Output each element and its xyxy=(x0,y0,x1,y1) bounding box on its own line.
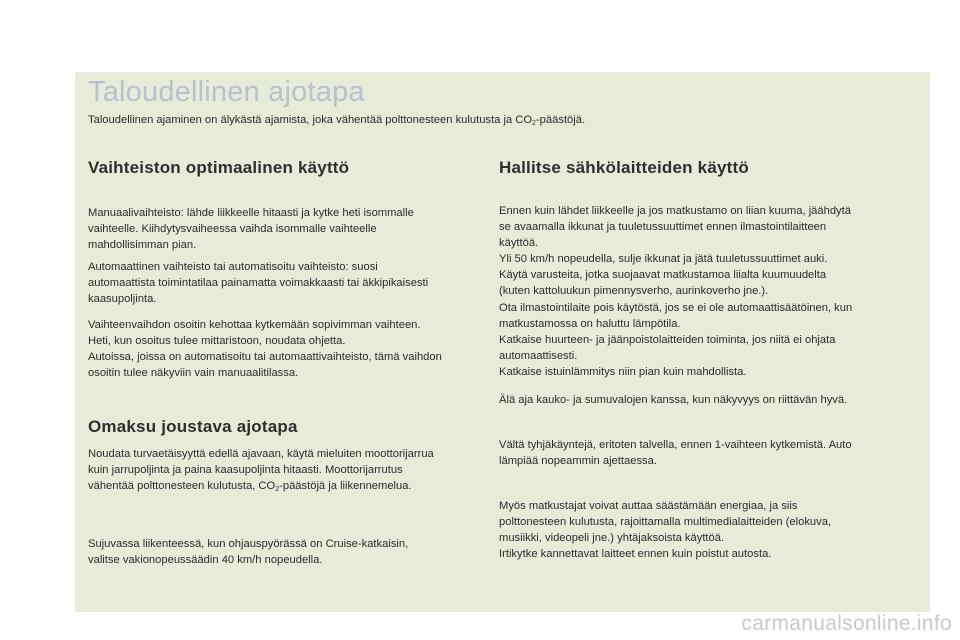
paragraph-automatic-gearbox xyxy=(88,259,428,307)
text-line: Automaattinen vaihteisto tai automatisoitu vaihteisto: suosi xyxy=(88,261,378,273)
text-line: käyttöä. xyxy=(499,237,539,250)
paragraph-manual-gearbox xyxy=(88,205,414,253)
text-line: osoitin tulee näkyviin vain manuaalitilassa. xyxy=(88,367,299,380)
text-line: Älä aja kauko- ja sumuvalojen kanssa, kun näkyvyys on riittävän hyvä. xyxy=(499,394,848,406)
subscript: 2 xyxy=(275,486,280,494)
text-line: Vältä tyhjäkäyntejä, eritoten talvella, ennen 1-vaihteen kytkemistä. Auto xyxy=(499,439,852,451)
heading-gearbox: Vaihteiston optimaalinen käyttö xyxy=(88,158,350,177)
paragraph-idling xyxy=(499,437,852,469)
text-line: lämpiää nopeammin ajettaessa. xyxy=(499,455,657,468)
heading-flexible-driving: Omaksu joustava ajotapa xyxy=(88,417,298,436)
text-line: Sujuvassa liikenteessä, kun ohjauspyörässä on Cruise-katkaisin, xyxy=(88,538,409,550)
text-line: Heti, kun osoitus tulee mittaristoon, noudata ohjetta. xyxy=(88,335,346,348)
text-line: Ota ilmastointilaite pois käytöstä, jos se ei ole automaattisäätöinen, kun xyxy=(499,301,853,314)
text-fragment: vähentää polttonesteen kulutusta, CO xyxy=(88,480,276,493)
subtitle-text-end: -päästöjä. xyxy=(535,114,586,126)
subtitle-text: Taloudellinen ajaminen on älykästä ajamista, joka vähentää polttonesteen kulutusta ja CO xyxy=(88,114,533,126)
text-line: Katkaise istuinlämmitys niin pian kuin mahdollista. xyxy=(499,365,747,378)
text-line: Ennen kuin lähdet liikkeelle ja jos matkustamo on liian kuuma, jäähdytä xyxy=(499,205,851,217)
text-line: Autoissa, joissa on automatisoitu tai automaattivaihteisto, tämä vaihdon xyxy=(88,351,442,364)
page-subtitle xyxy=(88,114,585,126)
subtitle-subscript: 2 xyxy=(532,120,536,127)
text-line: kaasupoljinta. xyxy=(88,293,157,306)
text-line: Käytä varusteita, jotka suojaavat matkustamoa liialta kuumuudelta xyxy=(499,269,827,282)
text-line: Myös matkustajat voivat auttaa säästämään energiaa, ja siis xyxy=(499,500,798,512)
paragraph-gear-indicator xyxy=(88,317,442,381)
text-line: Katkaise huurteen- ja jäänpoistolaitteiden toiminta, jos niitä ei ohjata xyxy=(499,333,836,346)
text-line: kuin jarrupoljinta ja paina kaasupoljinta hitaasti. Moottorijarrutus xyxy=(88,464,403,477)
text-line: valitse vakionopeussäädin 40 km/h nopeudella. xyxy=(88,554,323,567)
text-line: Vaihteenvaihdon osoitin kehottaa kytkemään sopivimman vaihteen. xyxy=(88,319,421,331)
text-line: vaihteelle. Kiihdytysvaiheessa vaihda isommalle vaihteelle xyxy=(88,223,377,236)
paragraph-cruise-control xyxy=(88,536,408,568)
text-line: se avaamalla ikkunat ja tuuletussuuttimet ennen ilmastointilaitteen xyxy=(499,221,827,234)
text-line: polttonesteen kulutusta, rajoittamalla multimedialaitteiden (elokuva, xyxy=(499,516,832,529)
heading-electrical: Hallitse sähkölaitteiden käyttö xyxy=(499,158,749,177)
text-line: matkustamossa on haluttu lämpötila. xyxy=(499,317,681,330)
text-line: Irtikytke kannettavat laitteet ennen kuin poistut autosta. xyxy=(499,548,772,561)
paragraph-passengers xyxy=(499,498,831,562)
text-line: musiikki, videopeli jne.) yhtäjaksoista käyttöä. xyxy=(499,532,725,545)
paragraph-air-conditioning xyxy=(499,203,852,380)
text-line: mahdollisimman pian. xyxy=(88,239,197,252)
text-line: automaattista toimintatilaa painamatta voimakkaasti tai äkkipikaisesti xyxy=(88,277,429,290)
text-line: Manuaalivaihteisto: lähde liikkeelle hitaasti ja kytke heti isommalle xyxy=(88,207,414,219)
text-line: Noudata turvaetäisyyttä edellä ajavaan, käytä mieluiten moottorijarrua xyxy=(88,448,434,460)
paragraph-safe-distance xyxy=(88,446,434,494)
text-line xyxy=(88,478,434,494)
paragraph-headlights xyxy=(499,392,847,408)
text-fragment: -päästöjä ja liikennemelua. xyxy=(279,480,412,493)
page-title: Taloudellinen ajotapa xyxy=(88,76,365,108)
text-line: (kuten kattoluukun pimennysverho, aurinkoverho jne.). xyxy=(499,285,769,298)
text-line: Yli 50 km/h nopeudella, sulje ikkunat ja jätä tuuletussuuttimet auki. xyxy=(499,253,828,266)
watermark-text: carmanualsonline.info xyxy=(741,612,952,635)
text-line: automaattisesti. xyxy=(499,349,578,362)
